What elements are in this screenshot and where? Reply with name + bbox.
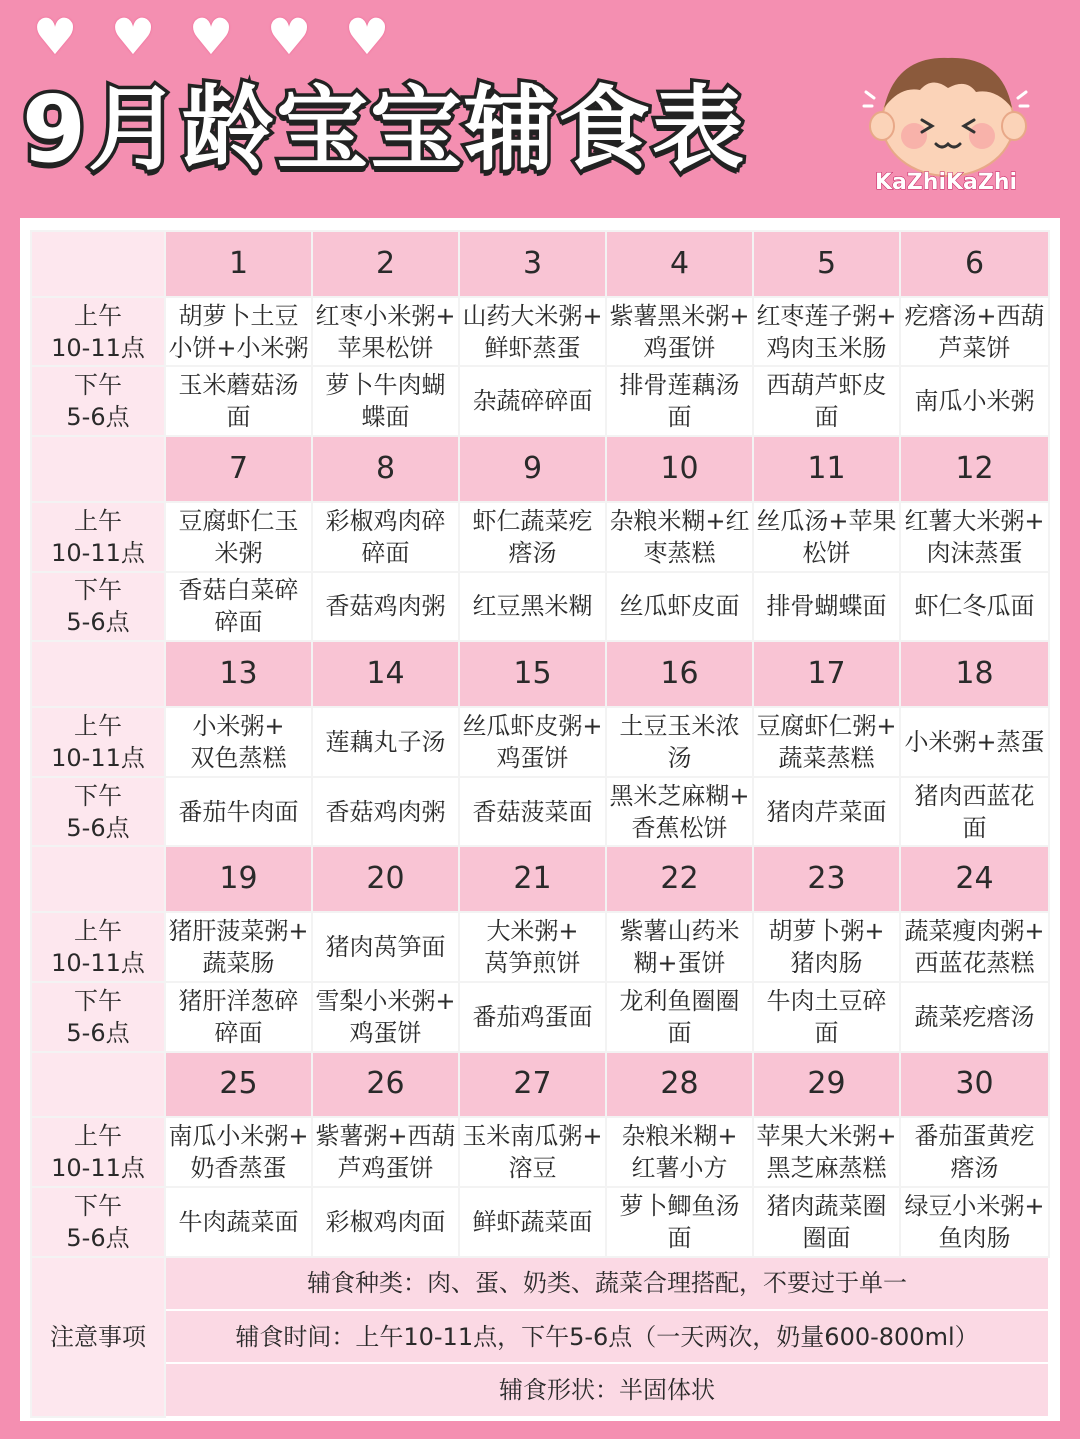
day-number (459, 641, 606, 707)
evening-meal (753, 777, 900, 847)
evening-label-line: 下午 (74, 781, 122, 810)
morning-row (31, 297, 1049, 367)
day-number-line: 25 (219, 1066, 258, 1102)
evening-label (31, 366, 165, 436)
morning-meal (900, 1117, 1049, 1187)
morning-label (31, 1117, 165, 1187)
evening-meal-line: 虾仁冬瓜面 (914, 592, 1035, 621)
morning-meal-line: 西蓝花蒸糕 (914, 949, 1035, 977)
heart-icon: ♥ (266, 8, 312, 66)
morning-meal-line: 溶豆 (508, 1154, 557, 1183)
day-number-line: 6 (964, 245, 985, 281)
meal-sheet (20, 218, 1060, 1421)
evening-meal-line: 萝卜鲫鱼汤面 (619, 1191, 740, 1252)
cartoon-face-icon (856, 48, 1036, 178)
day-number-line: 3 (522, 245, 543, 281)
evening-meal (165, 1187, 312, 1257)
morning-meal-line: 鸡肉玉米肠 (766, 333, 887, 362)
day-number-line: 30 (955, 1066, 994, 1102)
day-number-line: 28 (660, 1066, 699, 1102)
note-row (31, 1310, 1049, 1363)
morning-row (31, 912, 1049, 982)
note-text (165, 1310, 1049, 1363)
morning-meal-line: 虾仁蔬菜疙 (472, 506, 593, 535)
morning-meal-line: 糊+蛋饼 (633, 949, 726, 977)
evening-meal-line: 番茄鸡蛋面 (472, 1002, 593, 1031)
morning-meal-line: 紫薯山药米 (619, 917, 740, 945)
evening-meal-line: 排骨蝴蝶面 (766, 592, 887, 621)
morning-row (31, 707, 1049, 777)
morning-meal (312, 912, 459, 982)
morning-meal-line: 丝瓜汤+苹果 (756, 506, 897, 535)
evening-meal (459, 777, 606, 847)
morning-meal-line: 芦菜饼 (938, 333, 1011, 362)
morning-label (31, 502, 165, 572)
morning-meal-line: 鸡蛋饼 (496, 743, 569, 772)
evening-meal (165, 366, 312, 436)
evening-label-line: 下午 (74, 986, 122, 1015)
evening-meal-line: 萝卜牛肉蝴蝶面 (325, 371, 446, 432)
morning-label-line: 10-11点 (51, 949, 145, 977)
evening-meal-line: 绿豆小米粥+ (904, 1191, 1045, 1220)
morning-meal-line: 碎面 (361, 538, 410, 567)
evening-meal (312, 982, 459, 1052)
evening-label-line: 下午 (74, 1191, 122, 1220)
notes-label-line: 注意事项 (50, 1322, 146, 1351)
morning-meal-line: 土豆玉米浓汤 (619, 711, 740, 772)
morning-meal (753, 297, 900, 367)
evening-meal (900, 982, 1049, 1052)
day-number-line: 16 (660, 656, 699, 692)
day-number-row (31, 231, 1049, 297)
day-number (165, 846, 312, 912)
morning-meal (606, 502, 753, 572)
morning-meal-line: 松饼 (802, 538, 851, 567)
day-number (753, 231, 900, 297)
morning-meal (312, 707, 459, 777)
day-number-line: 7 (228, 450, 249, 486)
evening-row (31, 777, 1049, 847)
evening-meal-line: 香菇鸡肉粥 (325, 797, 446, 826)
day-number-line: 17 (807, 656, 846, 692)
day-number-row (31, 641, 1049, 707)
evening-meal (165, 982, 312, 1052)
evening-meal (606, 1187, 753, 1257)
evening-meal (753, 366, 900, 436)
evening-meal (165, 572, 312, 642)
morning-meal-line: 芦鸡蛋饼 (337, 1154, 434, 1183)
corner-cell (31, 641, 165, 707)
morning-meal (900, 297, 1049, 367)
morning-label (31, 912, 165, 982)
day-number-line: 26 (366, 1066, 405, 1102)
day-number (312, 231, 459, 297)
day-number (165, 436, 312, 502)
morning-row (31, 1117, 1049, 1187)
evening-meal (459, 366, 606, 436)
heart-icon: ♥ (32, 8, 78, 66)
day-number-line: 5 (816, 245, 837, 281)
day-number-line: 14 (366, 656, 405, 692)
day-number-row (31, 1052, 1049, 1118)
morning-meal (459, 1117, 606, 1187)
day-number (606, 436, 753, 502)
day-number (753, 1052, 900, 1118)
day-number (606, 846, 753, 912)
morning-meal-line: 小米粥+蒸蛋 (904, 727, 1045, 756)
day-number-line: 4 (669, 245, 690, 281)
day-number (459, 231, 606, 297)
morning-meal-line: 蔬菜肠 (202, 949, 275, 977)
day-number-line: 12 (955, 450, 994, 486)
evening-meal (606, 982, 753, 1052)
evening-meal-line: 丝瓜虾皮面 (619, 592, 740, 621)
evening-meal-line: 玉米蘑菇汤面 (178, 371, 299, 432)
morning-meal-line: 豆腐虾仁粥+ (756, 711, 897, 740)
morning-meal (165, 502, 312, 572)
evening-meal (900, 366, 1049, 436)
day-number-line: 11 (807, 450, 846, 486)
evening-label (31, 1187, 165, 1257)
evening-meal-line: 牛肉蔬菜面 (178, 1207, 299, 1236)
day-number-line: 24 (955, 861, 994, 897)
evening-meal-line: 西葫芦虾皮面 (766, 371, 887, 432)
evening-meal-line: 排骨莲藕汤面 (619, 371, 740, 432)
morning-meal-line: 猪肉肠 (790, 949, 863, 977)
day-number-row (31, 436, 1049, 502)
evening-meal (606, 572, 753, 642)
page-title: 9月龄宝宝辅食表 (22, 76, 747, 183)
corner-cell (31, 436, 165, 502)
evening-label (31, 982, 165, 1052)
morning-meal-line: 猪肝菠菜粥+ (168, 917, 309, 945)
morning-meal (606, 912, 753, 982)
evening-meal-line: 猪肉西蓝花面 (914, 781, 1035, 842)
morning-meal (900, 707, 1049, 777)
morning-meal-line: 番茄蛋黄疙 (914, 1122, 1035, 1151)
evening-meal-line: 雪梨小米粥+ (315, 986, 456, 1015)
morning-meal (606, 1117, 753, 1187)
morning-meal-line: 玉米南瓜粥+ (462, 1122, 603, 1151)
day-number-line: 9 (522, 450, 543, 486)
note-text-line: 辅食时间：上午10-11点，下午5-6点（一天两次，奶量600-800ml） (235, 1322, 979, 1351)
morning-meal (165, 707, 312, 777)
evening-label-line: 5-6点 (66, 608, 130, 637)
day-number-line: 20 (366, 861, 405, 897)
evening-meal-line: 猪肉蔬菜圈圈面 (766, 1191, 887, 1252)
morning-meal-line: 鲜虾蒸蛋 (484, 333, 581, 362)
morning-meal-line: 蔬菜蒸糕 (778, 743, 875, 772)
heart-icon: ♥ (344, 8, 390, 66)
morning-meal-line: 杂粮米糊+红 (609, 506, 750, 535)
morning-meal-line: 莴笋煎饼 (484, 949, 581, 977)
evening-meal (165, 777, 312, 847)
evening-meal (753, 1187, 900, 1257)
day-number-line: 22 (660, 861, 699, 897)
morning-meal-line: 鸡蛋饼 (643, 333, 716, 362)
evening-meal (606, 777, 753, 847)
evening-meal-line: 南瓜小米粥 (914, 387, 1035, 416)
morning-meal-line: 黑芝麻蒸糕 (766, 1154, 887, 1183)
day-number (900, 641, 1049, 707)
morning-label-line: 10-11点 (51, 743, 145, 772)
corner-cell (31, 846, 165, 912)
morning-meal-line: 红枣小米粥+ (315, 301, 456, 330)
day-number-line: 15 (513, 656, 552, 692)
morning-label-line: 10-11点 (51, 538, 145, 567)
day-number (459, 1052, 606, 1118)
meal-table (30, 230, 1050, 1418)
morning-meal-line: 丝瓜虾皮粥+ (462, 711, 603, 740)
morning-meal-line: 双色蒸糕 (190, 743, 287, 772)
day-number (606, 1052, 753, 1118)
evening-meal-line: 鱼肉肠 (938, 1223, 1011, 1252)
morning-meal (459, 707, 606, 777)
day-number (459, 436, 606, 502)
corner-cell (31, 231, 165, 297)
evening-meal-line: 牛肉土豆碎面 (766, 986, 887, 1047)
morning-meal (459, 912, 606, 982)
morning-meal (900, 912, 1049, 982)
day-number-line: 10 (660, 450, 699, 486)
day-number-row (31, 846, 1049, 912)
day-number (900, 231, 1049, 297)
morning-meal-line: 胡萝卜土豆 (178, 301, 299, 330)
evening-meal-line: 杂蔬碎碎面 (472, 387, 593, 416)
morning-meal-line: 豆腐虾仁玉 (178, 506, 299, 535)
morning-meal (165, 297, 312, 367)
day-number (312, 1052, 459, 1118)
morning-meal-line: 小饼+小米粥 (168, 333, 309, 362)
evening-meal-line: 猪肝洋葱碎 (178, 986, 299, 1015)
morning-label (31, 297, 165, 367)
morning-meal-line: 南瓜小米粥+ (168, 1122, 309, 1151)
evening-meal (459, 982, 606, 1052)
day-number (312, 436, 459, 502)
evening-meal (753, 572, 900, 642)
evening-meal (900, 1187, 1049, 1257)
day-number (753, 641, 900, 707)
day-number (606, 231, 753, 297)
morning-label-line: 上午 (74, 506, 122, 535)
evening-meal-line: 鲜虾蔬菜面 (472, 1207, 593, 1236)
day-number (900, 846, 1049, 912)
morning-meal (606, 297, 753, 367)
evening-row (31, 1187, 1049, 1257)
evening-label-line: 下午 (74, 576, 122, 605)
morning-meal-line: 瘩汤 (950, 1154, 999, 1183)
evening-label-line: 下午 (74, 371, 122, 400)
day-number (165, 641, 312, 707)
brand-label: KaZhiKaZhi (874, 170, 1018, 195)
evening-meal (312, 572, 459, 642)
morning-meal (165, 912, 312, 982)
evening-meal (459, 1187, 606, 1257)
morning-label-line: 上午 (74, 1122, 122, 1151)
day-number-line: 21 (513, 861, 552, 897)
day-number (900, 1052, 1049, 1118)
day-number-line: 29 (807, 1066, 846, 1102)
morning-meal-line: 苹果大米粥+ (756, 1122, 897, 1151)
morning-meal-line: 红枣莲子粥+ (756, 301, 897, 330)
morning-meal-line: 猪肉莴笋面 (325, 933, 446, 961)
day-number (312, 846, 459, 912)
morning-meal (312, 1117, 459, 1187)
morning-meal-line: 紫薯粥+西葫 (315, 1122, 456, 1151)
evening-meal-line: 香蕉松饼 (631, 813, 728, 842)
morning-meal-line: 苹果松饼 (337, 333, 434, 362)
morning-meal-line: 杂粮米糊+ (621, 1122, 738, 1151)
evening-label-line: 5-6点 (66, 1018, 130, 1047)
evening-meal (312, 777, 459, 847)
morning-meal-line: 枣蒸糕 (643, 538, 716, 567)
day-number (753, 436, 900, 502)
morning-meal (606, 707, 753, 777)
morning-meal-line: 胡萝卜粥+ (768, 917, 885, 945)
notes-label (31, 1257, 165, 1417)
evening-meal-line: 彩椒鸡肉面 (325, 1207, 446, 1236)
morning-meal-line: 莲藕丸子汤 (325, 727, 446, 756)
morning-meal (312, 502, 459, 572)
evening-meal-line: 蔬菜疙瘩汤 (914, 1002, 1035, 1031)
evening-meal-line: 碎面 (214, 608, 263, 637)
evening-label-line: 5-6点 (66, 1223, 130, 1252)
morning-meal (753, 707, 900, 777)
morning-meal (165, 1117, 312, 1187)
evening-label (31, 572, 165, 642)
morning-meal-line: 彩椒鸡肉碎 (325, 506, 446, 535)
morning-label-line: 10-11点 (51, 333, 145, 362)
note-text-line: 辅食形状：半固体状 (499, 1376, 715, 1405)
evening-meal (312, 1187, 459, 1257)
day-number (753, 846, 900, 912)
evening-meal-line: 碎面 (214, 1018, 263, 1047)
evening-meal-line: 龙利鱼圈圈面 (619, 986, 740, 1047)
morning-meal (900, 502, 1049, 572)
day-number-line: 8 (375, 450, 396, 486)
morning-meal (753, 502, 900, 572)
morning-meal (753, 1117, 900, 1187)
note-text (165, 1257, 1049, 1310)
heart-icon: ♥ (188, 8, 234, 66)
morning-label (31, 707, 165, 777)
day-number-line: 19 (219, 861, 258, 897)
evening-meal (312, 366, 459, 436)
morning-label-line: 上午 (74, 301, 122, 330)
day-number-line: 1 (228, 245, 249, 281)
evening-meal-line: 红豆黑米糊 (472, 592, 593, 621)
day-number (900, 436, 1049, 502)
day-number (165, 231, 312, 297)
note-text-line: 辅食种类：肉、蛋、奶类、蔬菜合理搭配，不要过于单一 (307, 1269, 907, 1298)
morning-meal-line: 奶香蒸蛋 (190, 1154, 287, 1183)
day-number-line: 27 (513, 1066, 552, 1102)
evening-row (31, 982, 1049, 1052)
day-number (606, 641, 753, 707)
corner-cell (31, 1052, 165, 1118)
evening-meal (900, 777, 1049, 847)
morning-meal-line: 瘩汤 (508, 538, 557, 567)
morning-meal-line: 紫薯黑米粥+ (609, 301, 750, 330)
evening-meal (900, 572, 1049, 642)
evening-meal (606, 366, 753, 436)
evening-row (31, 366, 1049, 436)
day-number (459, 846, 606, 912)
hearts-row (30, 8, 392, 66)
evening-meal-line: 香菇菠菜面 (472, 797, 593, 826)
evening-meal (459, 572, 606, 642)
morning-meal (753, 912, 900, 982)
morning-meal-line: 疙瘩汤+西葫 (904, 301, 1045, 330)
morning-meal-line: 大米粥+ (486, 917, 579, 945)
evening-meal-line: 番茄牛肉面 (178, 797, 299, 826)
morning-meal-line: 米粥 (214, 538, 263, 567)
note-text (165, 1363, 1049, 1417)
evening-row (31, 572, 1049, 642)
morning-label-line: 上午 (74, 917, 122, 945)
heart-icon: ♥ (110, 8, 156, 66)
note-row (31, 1363, 1049, 1417)
day-number-line: 23 (807, 861, 846, 897)
morning-label-line: 10-11点 (51, 1154, 145, 1183)
evening-meal-line: 鸡蛋饼 (349, 1018, 422, 1047)
morning-meal-line: 小米粥+ (192, 711, 285, 740)
day-number-line: 13 (219, 656, 258, 692)
morning-row (31, 502, 1049, 572)
morning-meal-line: 肉沫蒸蛋 (926, 538, 1023, 567)
morning-meal (312, 297, 459, 367)
morning-meal (459, 297, 606, 367)
day-number-line: 18 (955, 656, 994, 692)
evening-meal-line: 香菇白菜碎 (178, 576, 299, 605)
day-number-line: 2 (375, 245, 396, 281)
morning-label-line: 上午 (74, 711, 122, 740)
evening-label (31, 777, 165, 847)
morning-meal (459, 502, 606, 572)
evening-meal (753, 982, 900, 1052)
evening-label-line: 5-6点 (66, 403, 130, 432)
day-number (165, 1052, 312, 1118)
evening-meal-line: 黑米芝麻糊+ (609, 781, 750, 810)
day-number (312, 641, 459, 707)
evening-meal-line: 猪肉芹菜面 (766, 797, 887, 826)
morning-meal-line: 蔬菜瘦肉粥+ (904, 917, 1045, 945)
note-row (31, 1257, 1049, 1310)
morning-meal-line: 山药大米粥+ (462, 301, 603, 330)
meal-table-body (31, 231, 1049, 1417)
morning-meal-line: 红薯小方 (631, 1154, 728, 1183)
morning-meal-line: 红薯大米粥+ (904, 506, 1045, 535)
evening-meal-line: 香菇鸡肉粥 (325, 592, 446, 621)
evening-label-line: 5-6点 (66, 813, 130, 842)
